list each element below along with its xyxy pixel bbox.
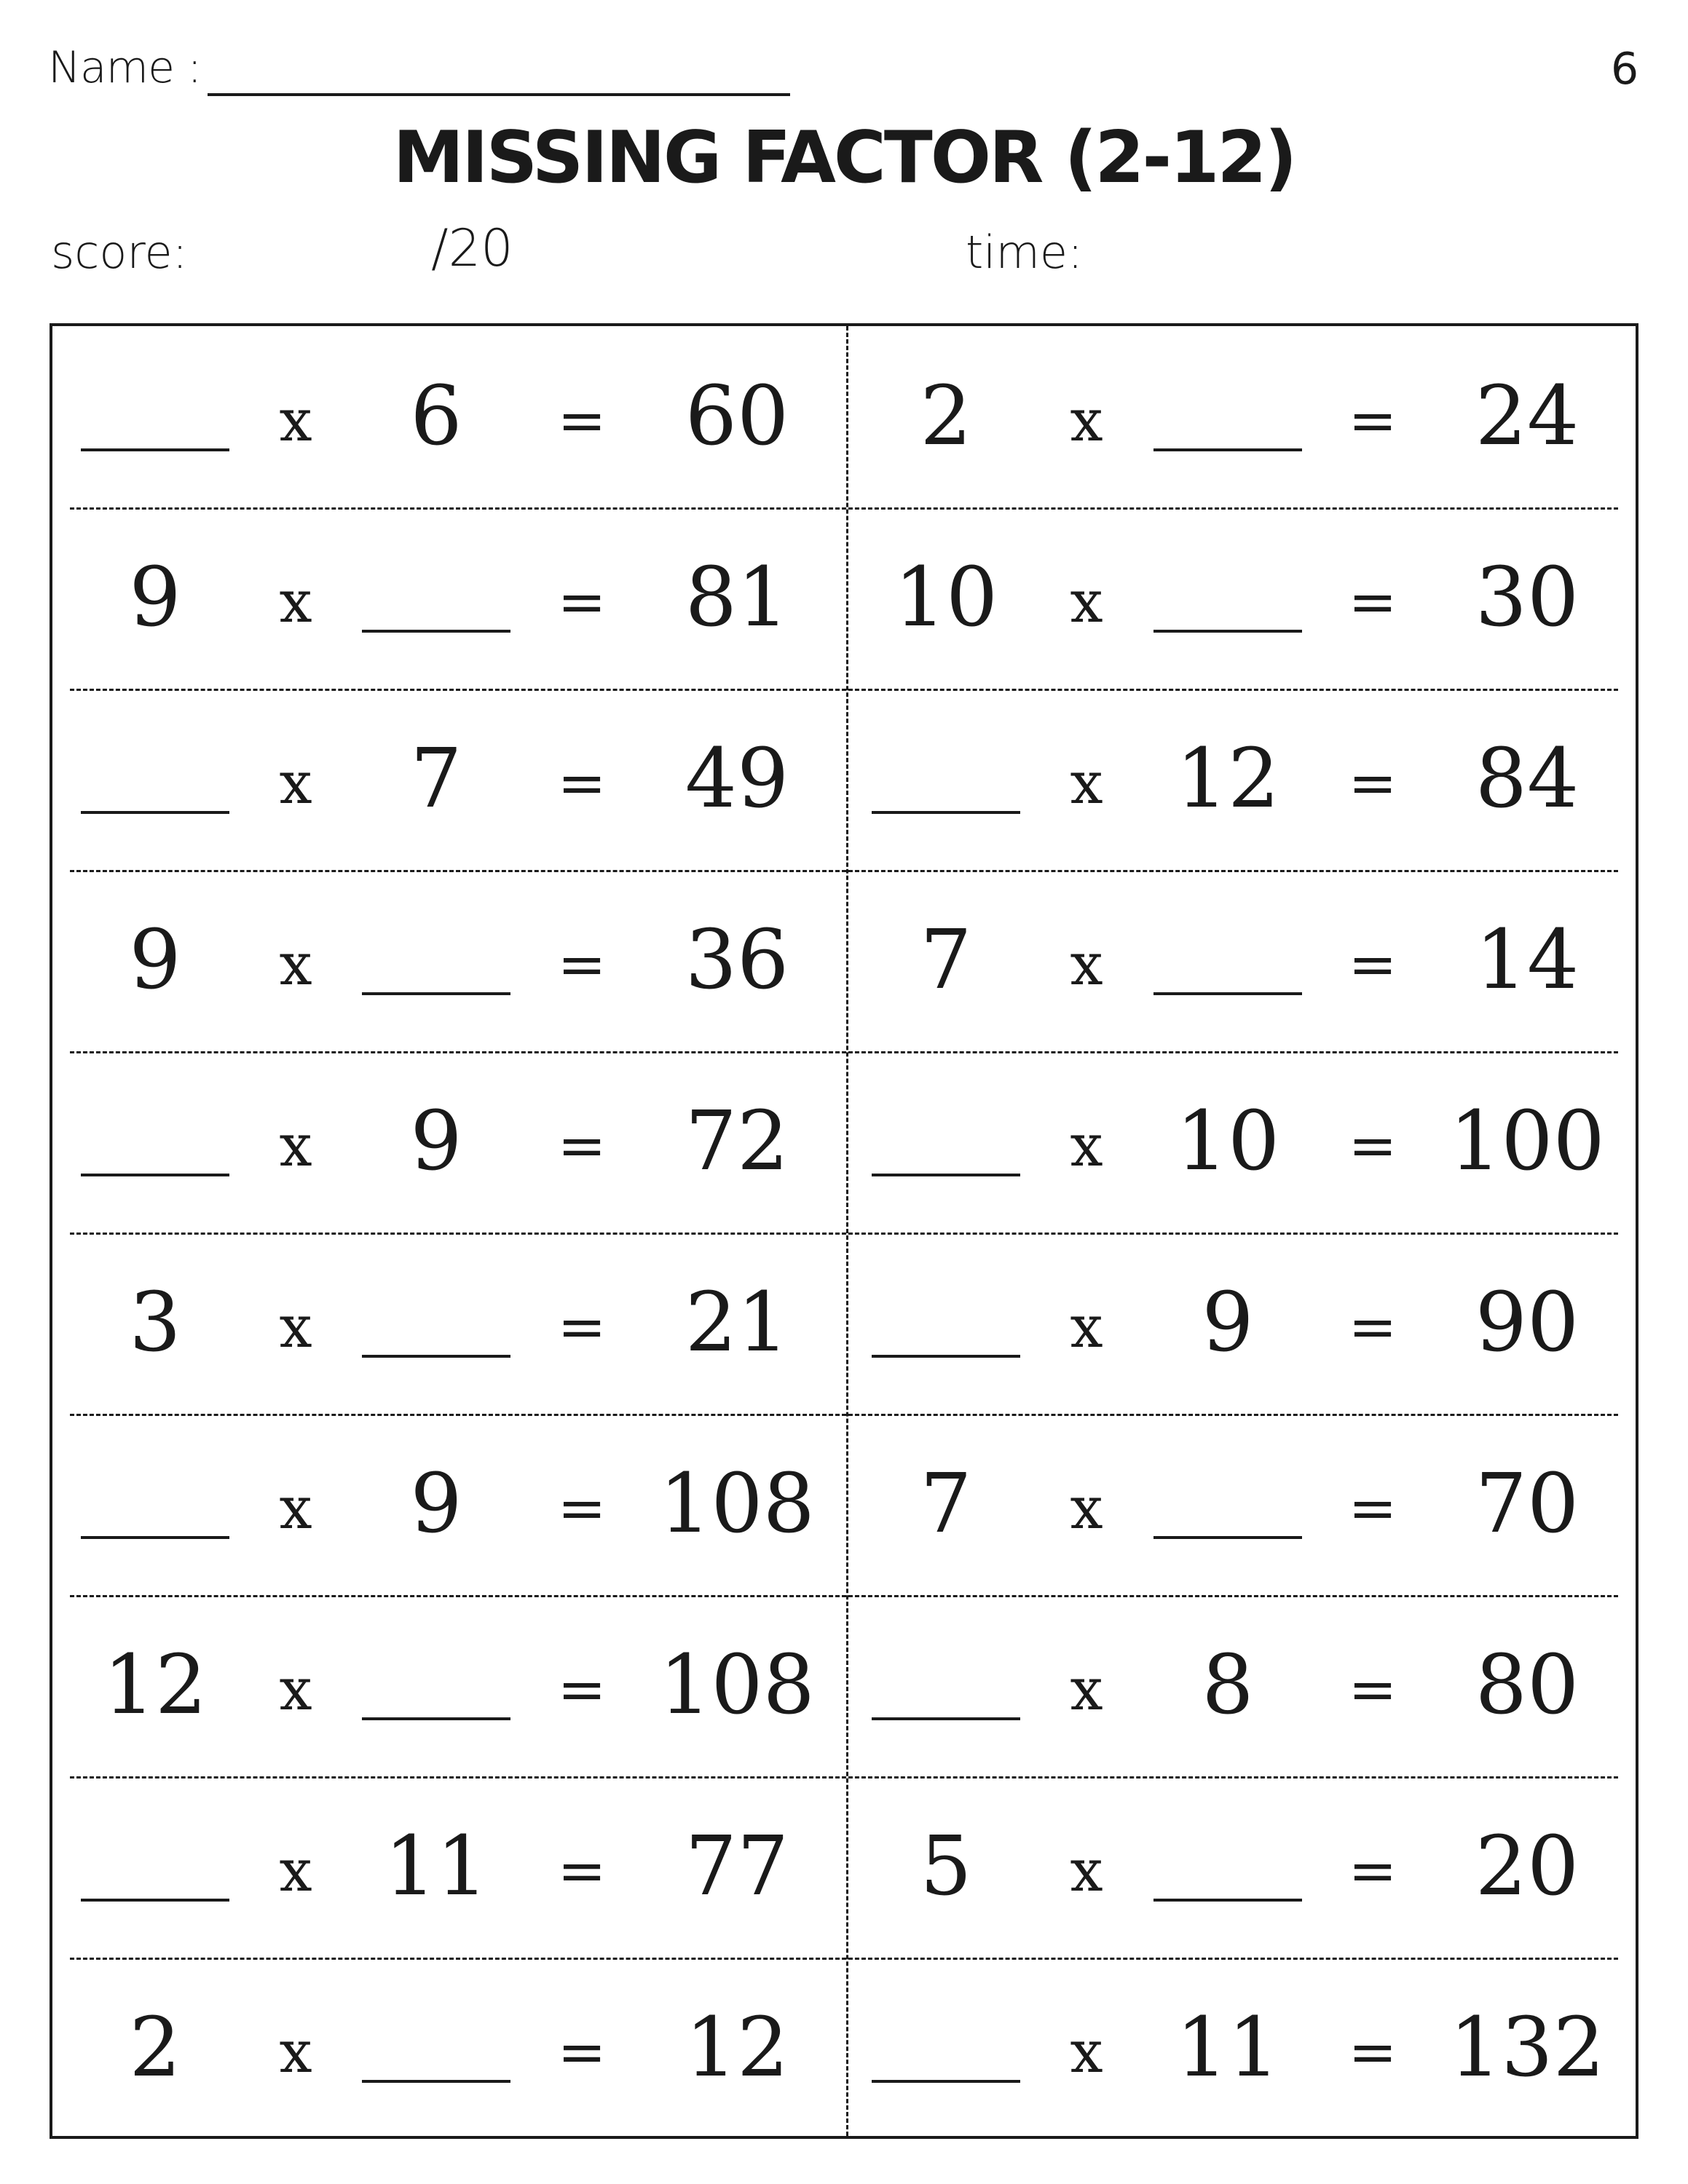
factor-value: 8	[1202, 1638, 1254, 1733]
times-sign: x	[1070, 1112, 1103, 1179]
times-sign: x	[1070, 749, 1103, 817]
equals-sign: =	[557, 1655, 607, 1723]
product-value: 72	[685, 1094, 789, 1189]
product-value: 108	[659, 1457, 815, 1551]
times-sign: x	[1070, 1837, 1103, 1904]
name-label: Name :	[48, 42, 202, 93]
problem-right-1	[52, 326, 1636, 507]
equals-sign: =	[1348, 1474, 1397, 1542]
product-value: 60	[685, 369, 789, 464]
answer-blank[interactable]	[1153, 1536, 1302, 1539]
score-label: score:	[51, 226, 188, 279]
problem-right-5	[52, 1051, 1636, 1233]
product-value: 77	[685, 1819, 789, 1914]
equals-sign: =	[557, 1112, 607, 1179]
equals-sign: =	[1348, 2018, 1397, 2086]
problem-right-3	[52, 689, 1636, 870]
answer-blank[interactable]	[1153, 448, 1302, 451]
problem-right-10	[52, 1958, 1636, 2139]
factor-value: 5	[920, 1819, 972, 1914]
page-number: 6	[1611, 44, 1639, 95]
equals-sign: =	[557, 930, 607, 998]
factor-value: 9	[129, 913, 181, 1008]
answer-blank[interactable]	[872, 1717, 1020, 1720]
factor-value: 12	[1175, 732, 1280, 826]
product-value: 36	[685, 913, 789, 1008]
answer-blank[interactable]	[872, 2080, 1020, 2083]
product-value: 14	[1475, 913, 1579, 1008]
answer-blank[interactable]	[872, 811, 1020, 814]
equals-sign: =	[1348, 387, 1397, 454]
factor-value: 3	[129, 1275, 181, 1370]
times-sign: x	[1070, 387, 1103, 454]
factor-value: 11	[1175, 2001, 1280, 2095]
factor-value: 9	[129, 550, 181, 645]
factor-value: 12	[103, 1638, 208, 1733]
factor-value: 10	[894, 550, 998, 645]
product-value: 20	[1475, 1819, 1579, 1914]
product-value: 21	[685, 1275, 789, 1370]
times-sign: x	[279, 749, 312, 817]
equals-sign: =	[1348, 749, 1397, 817]
times-sign: x	[279, 1293, 312, 1361]
problem-right-8	[52, 1595, 1636, 1776]
factor-value: 2	[920, 369, 972, 464]
factor-value: 7	[920, 1457, 972, 1551]
equals-sign: =	[1348, 930, 1397, 998]
equals-sign: =	[557, 387, 607, 454]
product-value: 84	[1475, 732, 1579, 826]
times-sign: x	[1070, 1474, 1103, 1542]
problem-right-7	[52, 1414, 1636, 1595]
product-value: 108	[659, 1638, 815, 1733]
factor-value: 9	[410, 1457, 462, 1551]
times-sign: x	[1070, 568, 1103, 636]
product-value: 80	[1475, 1638, 1579, 1733]
answer-blank[interactable]	[1153, 630, 1302, 633]
problem-right-4	[52, 870, 1636, 1051]
product-value: 30	[1475, 550, 1579, 645]
problem-right-9	[52, 1776, 1636, 1958]
answer-blank[interactable]	[872, 1174, 1020, 1176]
equals-sign: =	[1348, 1112, 1397, 1179]
product-value: 24	[1475, 369, 1579, 464]
times-sign: x	[279, 568, 312, 636]
factor-value: 7	[410, 732, 462, 826]
equals-sign: =	[1348, 1655, 1397, 1723]
times-sign: x	[1070, 1293, 1103, 1361]
equals-sign: =	[1348, 1837, 1397, 1904]
equals-sign: =	[557, 2018, 607, 2086]
times-sign: x	[279, 1474, 312, 1542]
problem-right-6	[52, 1233, 1636, 1414]
worksheet-title: MISSING FACTOR (2-12)	[393, 116, 1295, 199]
answer-blank[interactable]	[872, 1355, 1020, 1358]
problem-grid	[50, 323, 1638, 2139]
product-value: 70	[1475, 1457, 1579, 1551]
equals-sign: =	[557, 1293, 607, 1361]
product-value: 81	[685, 550, 789, 645]
problem-right-2	[52, 507, 1636, 689]
equals-sign: =	[557, 568, 607, 636]
factor-value: 11	[384, 1819, 489, 1914]
name-line[interactable]	[208, 93, 790, 96]
equals-sign: =	[557, 749, 607, 817]
factor-value: 9	[1202, 1275, 1254, 1370]
equals-sign: =	[1348, 1293, 1397, 1361]
score-total: /20	[431, 218, 513, 278]
times-sign: x	[279, 387, 312, 454]
answer-blank[interactable]	[1153, 992, 1302, 995]
times-sign: x	[1070, 1655, 1103, 1723]
times-sign: x	[279, 1112, 312, 1179]
factor-value: 10	[1175, 1094, 1280, 1189]
times-sign: x	[1070, 2018, 1103, 2086]
factor-value: 2	[129, 2001, 181, 2095]
equals-sign: =	[1348, 568, 1397, 636]
product-value: 12	[685, 2001, 789, 2095]
time-label: time:	[966, 226, 1083, 279]
factor-value: 9	[410, 1094, 462, 1189]
factor-value: 6	[410, 369, 462, 464]
product-value: 132	[1449, 2001, 1605, 2095]
times-sign: x	[279, 2018, 312, 2086]
times-sign: x	[279, 930, 312, 998]
factor-value: 7	[920, 913, 972, 1008]
times-sign: x	[1070, 930, 1103, 998]
product-value: 100	[1449, 1094, 1605, 1189]
answer-blank[interactable]	[1153, 1899, 1302, 1902]
times-sign: x	[279, 1837, 312, 1904]
equals-sign: =	[557, 1837, 607, 1904]
times-sign: x	[279, 1655, 312, 1723]
product-value: 49	[685, 732, 789, 826]
product-value: 90	[1475, 1275, 1579, 1370]
equals-sign: =	[557, 1474, 607, 1542]
